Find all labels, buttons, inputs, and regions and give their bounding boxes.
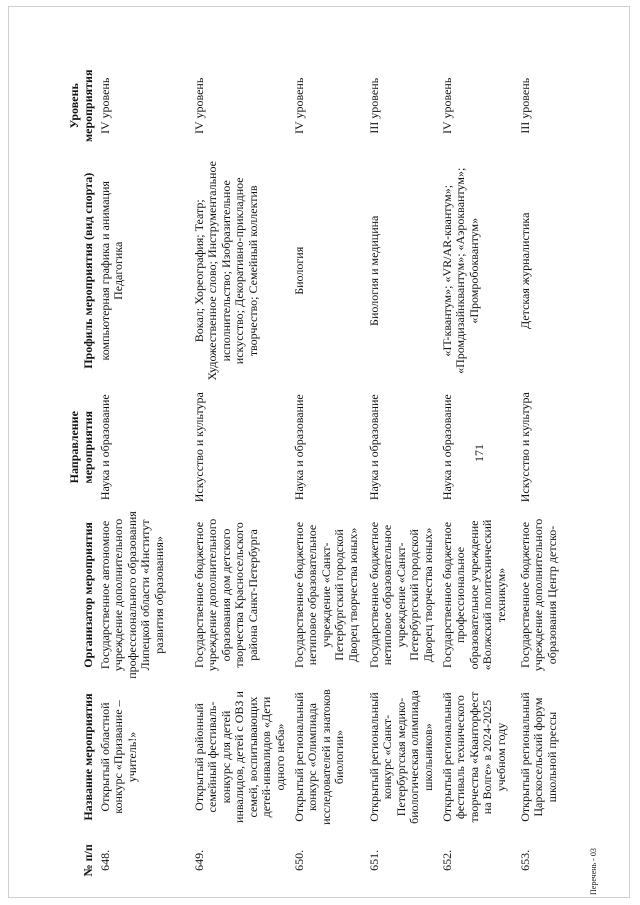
- row-profile: [365, 155, 438, 387]
- footer-mark: Перечень - 03: [589, 848, 598, 895]
- row-profile: [516, 155, 576, 387]
- row-profile-value: Педагогика: [111, 241, 126, 300]
- row-profile-value: «IT-квантум»; «VR/AR-квантум»; «Промдизайнквантум»; «Аэроквантум»; «Промробоквантум»: [440, 167, 481, 374]
- header-num: № п/п: [80, 844, 95, 877]
- row-direction: Наука и образование: [98, 394, 112, 501]
- table-row: [365, 57, 438, 889]
- header-level: Уровень мероприятия: [67, 69, 95, 143]
- row-profile-continued: компьютерная графика и анимация: [98, 181, 112, 361]
- row-level: IV уровень: [192, 77, 206, 134]
- header-name: Название мероприятия: [80, 693, 95, 821]
- header-direction: Направление мероприятия: [67, 410, 95, 484]
- row-profile: [438, 155, 516, 387]
- events-table: [32, 57, 576, 889]
- row-profile: [190, 155, 290, 387]
- row-num: 649.: [192, 849, 206, 871]
- row-num: 650.: [292, 849, 306, 871]
- row-name: Открытый региональный конкурс «Олимпиада исследователей и знатоков биологии»: [292, 689, 347, 825]
- row-profile: [290, 155, 365, 387]
- row-organizer: Государственное бюджетное учреждение дополнительного образования Центр детско-: [518, 518, 559, 672]
- header-profile: Профиль мероприятия (вид спорта): [80, 172, 95, 369]
- row-profile: [96, 155, 190, 387]
- row-profile-value: Вокал; Хореография; Театр; Художественное слово; Инструментальное исполнительство; Изобразительное искусство; Декоративно-прикладное творчество; Семейный коллектив: [192, 161, 260, 381]
- row-profile-value: Детская журналистика: [518, 212, 532, 329]
- row-direction: Наука и образование: [440, 394, 454, 501]
- row-num: 652.: [440, 849, 454, 871]
- row-level: IV уровень: [440, 77, 454, 134]
- table-row: [290, 57, 365, 889]
- row-num: 653.: [518, 849, 532, 871]
- row-level: IV уровень: [98, 77, 112, 134]
- row-name: Открытый областной конкурс «Призвание – учитель!»: [98, 700, 139, 814]
- table-row: [190, 57, 290, 889]
- row-name: Открытый региональный конкурс «Санкт-Петербургская медико-биологическая олимпиада школьников»: [367, 690, 435, 824]
- row-level: III уровень: [518, 77, 532, 134]
- header-row: [32, 57, 96, 889]
- row-direction: Наука и образование: [292, 394, 306, 501]
- header-organizer: Организатор мероприятия: [80, 522, 95, 668]
- row-organizer: Государственное бюджетное учреждение дополнительного образования дом детского творчества Красносельского района Санкт-Петербурга: [192, 518, 260, 672]
- row-name: Открытый районный семейный фестиваль-конкурс для детей инвалидов, детей с ОВЗ и семей, воспитывающих детей-инвалидов «Дети одного неба»: [192, 691, 287, 823]
- row-level: IV уровень: [292, 77, 306, 134]
- table-row: [438, 57, 516, 889]
- row-direction: Искусство и культура: [192, 392, 206, 503]
- row-name: Открытый региональный фестиваль технического творчества «Кванторфест на Волге» в 2024-2025 учебном году: [440, 691, 508, 823]
- row-organizer: Государственное бюджетное нетиповое образовательное учреждение «Санкт-Петербургский городской Дворец творчества юных»: [292, 521, 360, 668]
- row-num: 648.: [98, 849, 112, 871]
- row-organizer: Государственное бюджетное нетиповое образовательное учреждение «Санкт-Петербургский городской Дворец творчества юных»: [367, 521, 435, 668]
- row-direction: Наука и образование: [367, 394, 381, 501]
- table-row: [516, 57, 576, 889]
- row-profile-value: Биология: [292, 246, 306, 295]
- page-number: 171: [472, 444, 486, 462]
- row-level: III уровень: [367, 77, 381, 134]
- row-profile-value: Биология и медицина: [367, 215, 381, 326]
- row-name: Открытый региональный Царскосельский форум школьной прессы: [518, 692, 559, 822]
- row-num: 651.: [367, 849, 381, 871]
- row-organizer: Государственное бюджетное профессиональное образовательное учреждение «Волжский политехнический техникум»: [440, 519, 508, 671]
- row-organizer: Государственное автономное учреждение дополнительного профессионального образования Липецкой области «Институт развития образования»: [98, 511, 166, 679]
- row-direction: Искусство и культура: [518, 392, 532, 503]
- table-row: [96, 57, 190, 889]
